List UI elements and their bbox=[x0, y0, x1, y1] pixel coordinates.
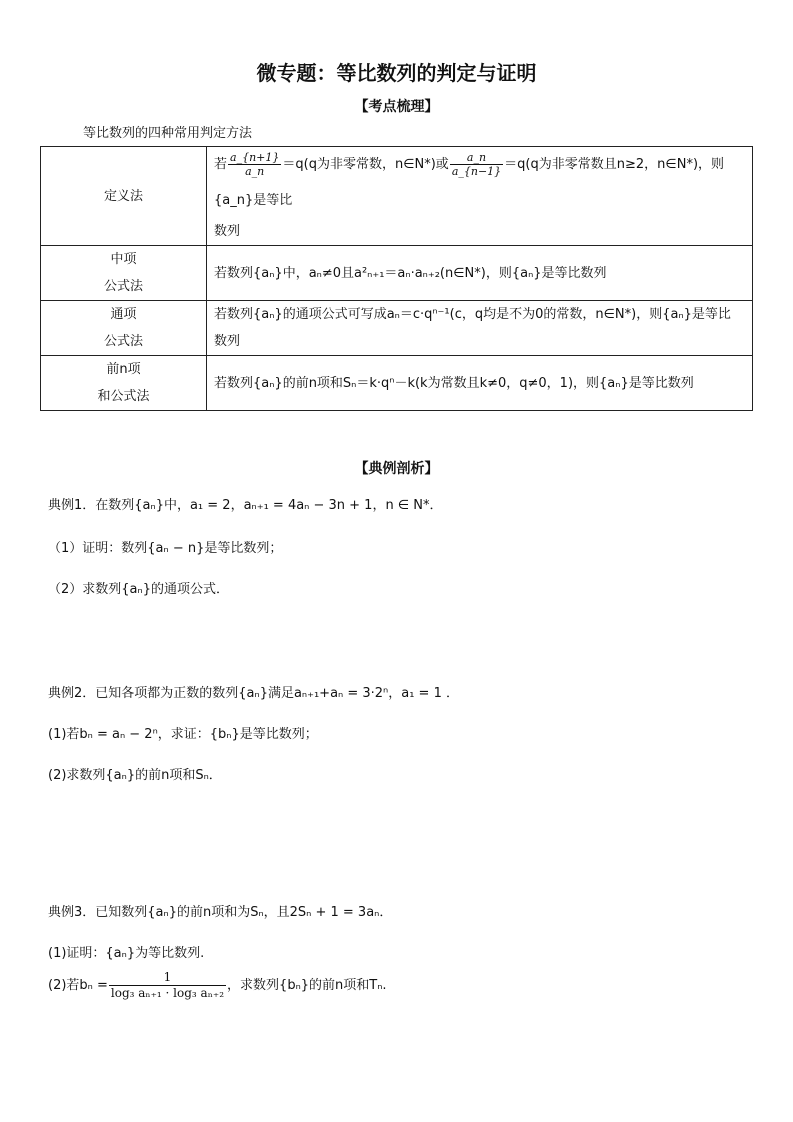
intro-text: 等比数列的四种常用判定方法 bbox=[83, 126, 253, 141]
example-3-part-2: (2)若bₙ = $\frac{1}{\text{log₃ aₙ₊₁ · log₃ aₙ₊₂}}$ ，求数列{bₙ}的前n项和Tₙ. bbox=[48, 970, 387, 1000]
table-row bbox=[41, 356, 753, 411]
example-1-part-2: （2）求数列{aₙ}的通项公式． bbox=[48, 582, 229, 597]
method-name: 定义法 bbox=[41, 147, 207, 246]
method-name: 通项 公式法 bbox=[41, 301, 207, 356]
fraction: $\frac{1}{\text{log₃ aₙ₊₁ · log₃ aₙ₊₂}}$ bbox=[110, 970, 225, 1000]
example-1-part-1: （1）证明：数列{aₙ − n}是等比数列； bbox=[48, 541, 283, 556]
section-heading-examples: 【典例剖析】 bbox=[354, 461, 439, 477]
example-2-stem: 典例2．已知各项都为正数的数列{aₙ}满足aₙ₊₁+aₙ = 3·2ⁿ，a₁ = 1 ． bbox=[48, 686, 459, 701]
page-title: 微专题：等比数列的判定与证明 bbox=[256, 61, 537, 85]
method-name: 中项 公式法 bbox=[41, 246, 207, 301]
method-description: 若 $\frac{a\_\{n+1\}}{a\_n}$ ＝q(q为非零常数，n∈N*)或 $\frac{a\_n}{a\_\{n-1\}}$ ＝q(q为非零常数且n≥2，n∈N*)，则{a_n}是等比 数列 bbox=[207, 147, 753, 246]
method-description: 若数列{aₙ}的通项公式可写成aₙ＝c·qⁿ⁻¹(c，q均是不为0的常数，n∈N*)，则{aₙ}是等比 数列 bbox=[207, 301, 753, 356]
example-1-stem: 典例1．在数列{aₙ}中，a₁ = 2，aₙ₊₁ = 4aₙ − 3n + 1，n ∈ N*． bbox=[48, 498, 443, 513]
example-2-part-1: (1)若bₙ = aₙ − 2ⁿ，求证：{bₙ}是等比数列； bbox=[48, 727, 318, 742]
example-3-stem: 典例3．已知数列{aₙ}的前n项和为Sₙ，且2Sₙ + 1 = 3aₙ． bbox=[48, 905, 393, 920]
fraction: $\frac{a\_n}{a\_\{n-1\}}$ bbox=[451, 151, 502, 178]
example-3-part-1: (1)证明：{aₙ}为等比数列. bbox=[48, 946, 205, 961]
fraction: $\frac{a\_\{n+1\}}{a\_n}$ bbox=[230, 151, 280, 178]
table-row bbox=[41, 301, 753, 356]
section-heading-review: 【考点梳理】 bbox=[354, 99, 439, 115]
table-row bbox=[41, 147, 753, 246]
example-2-part-2: (2)求数列{aₙ}的前n项和Sₙ． bbox=[48, 768, 222, 783]
methods-table bbox=[40, 146, 753, 411]
table-row bbox=[41, 246, 753, 301]
method-description: 若数列{aₙ}中，aₙ≠0且a²ₙ₊₁＝aₙ·aₙ₊₂(n∈N*)，则{aₙ}是等比数列 bbox=[207, 246, 753, 301]
method-name: 前n项 和公式法 bbox=[41, 356, 207, 411]
method-description: 若数列{aₙ}的前n项和Sₙ＝k·qⁿ－k(k为常数且k≠0，q≠0，1)，则{aₙ}是等比数列 bbox=[207, 356, 753, 411]
